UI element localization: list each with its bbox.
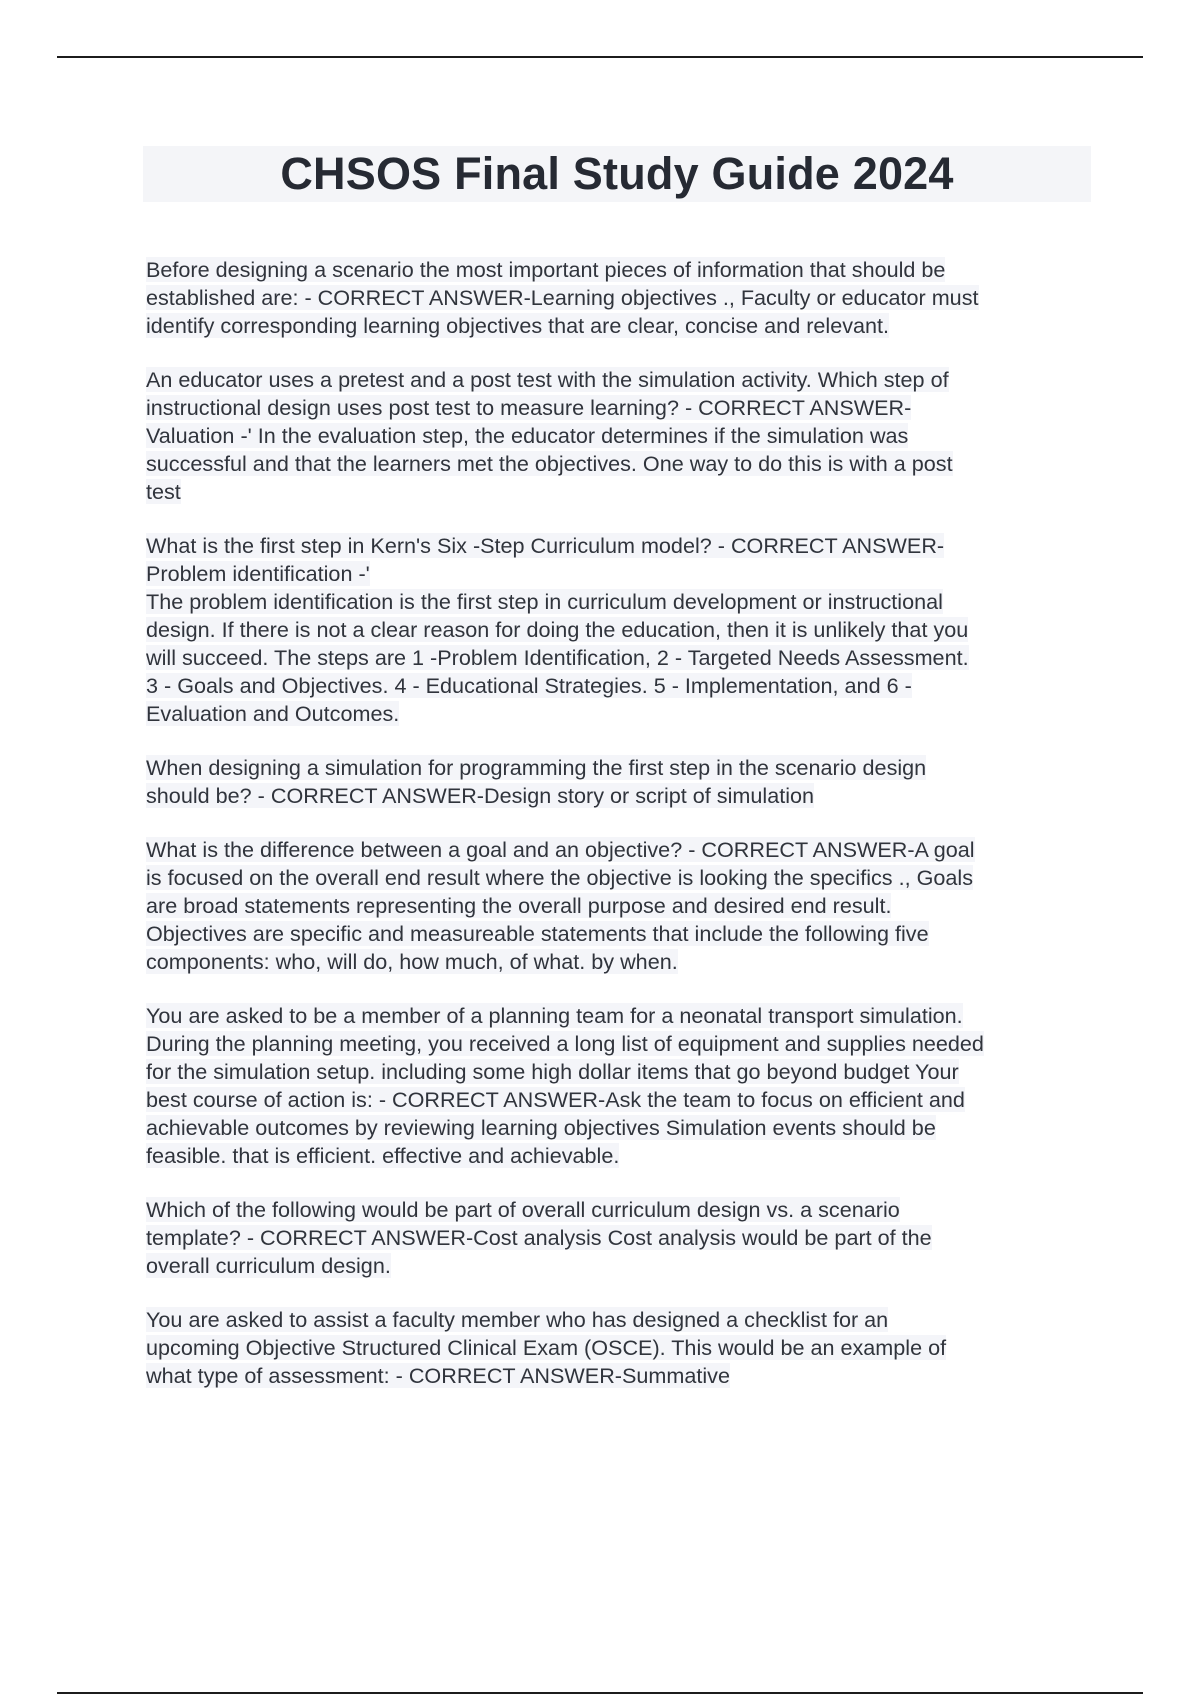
- qa-line-text: The problem identification is the first step in curriculum development or instructional: [146, 589, 943, 614]
- qa-line-text: will succeed. The steps are 1 -Problem Identification, 2 - Targeted Needs Assessment.: [146, 645, 969, 670]
- qa-line-text: When designing a simulation for programming the first step in the scenario design: [146, 755, 927, 780]
- study-guide-content: [146, 256, 1096, 1416]
- qa-line: [146, 1030, 1096, 1058]
- qa-entry: [146, 1196, 1096, 1280]
- qa-line-text: overall curriculum design.: [146, 1253, 391, 1278]
- qa-line: [146, 1196, 1096, 1224]
- qa-line-text: Which of the following would be part of overall curriculum design vs. a scenario: [146, 1197, 900, 1222]
- qa-line-text: for the simulation setup. including some high dollar items that go beyond budget Your: [146, 1059, 959, 1084]
- qa-line-text: Valuation -' In the evaluation step, the educator determines if the simulation was: [146, 423, 909, 448]
- qa-line: [146, 478, 1096, 506]
- qa-line-text: 3 - Goals and Objectives. 4 - Educational Strategies. 5 - Implementation, and 6 -: [146, 673, 912, 698]
- qa-line: [146, 1114, 1096, 1142]
- page-title: CHSOS Final Study Guide 2024: [280, 148, 954, 199]
- qa-line-text: feasible. that is efficient. effective and achievable.: [146, 1143, 620, 1168]
- qa-line-text: identify corresponding learning objectives that are clear, concise and relevant.: [146, 313, 890, 338]
- qa-line-text: Evaluation and Outcomes.: [146, 701, 400, 726]
- qa-line-text: You are asked to assist a faculty member who has designed a checklist for an: [146, 1307, 889, 1332]
- qa-line-text: successful and that the learners met the objectives. One way to do this is with a post: [146, 451, 953, 476]
- qa-entry: [146, 1306, 1096, 1390]
- qa-line: [146, 616, 1096, 644]
- qa-line: [146, 892, 1096, 920]
- qa-line-text: are broad statements representing the overall purpose and desired end result.: [146, 893, 892, 918]
- qa-line: [146, 1002, 1096, 1030]
- qa-entry: [146, 754, 1096, 810]
- qa-line: [146, 1142, 1096, 1170]
- qa-line-text: You are asked to be a member of a planning team for a neonatal transport simulation.: [146, 1003, 963, 1028]
- qa-line-text: Problem identification -': [146, 561, 370, 586]
- qa-line: [146, 1334, 1096, 1362]
- qa-line: [146, 700, 1096, 728]
- qa-line: [146, 1224, 1096, 1252]
- qa-line-text: components: who, will do, how much, of what. by when.: [146, 949, 678, 974]
- qa-entry: [146, 366, 1096, 506]
- qa-line-text: template? - CORRECT ANSWER-Cost analysis Cost analysis would be part of the: [146, 1225, 932, 1250]
- qa-line: [146, 450, 1096, 478]
- qa-line: [146, 672, 1096, 700]
- qa-line-text: During the planning meeting, you received a long list of equipment and supplies needed: [146, 1031, 984, 1056]
- qa-line-text: instructional design uses post test to measure learning? - CORRECT ANSWER-: [146, 395, 912, 420]
- qa-line-text: established are: - CORRECT ANSWER-Learning objectives ., Faculty or educator must: [146, 285, 979, 310]
- qa-line-text: What is the difference between a goal and an objective? - CORRECT ANSWER-A goal: [146, 837, 975, 862]
- qa-line: [146, 560, 1096, 588]
- qa-line: [146, 422, 1096, 450]
- qa-line-text: test: [146, 479, 181, 504]
- qa-line: [146, 588, 1096, 616]
- qa-line-text: Before designing a scenario the most important pieces of information that should be: [146, 257, 946, 282]
- qa-line: [146, 366, 1096, 394]
- qa-line: [146, 754, 1096, 782]
- qa-line: [146, 394, 1096, 422]
- qa-line: [146, 1058, 1096, 1086]
- qa-line-text: Objectives are specific and measureable statements that include the following five: [146, 921, 929, 946]
- qa-entry: [146, 1002, 1096, 1170]
- qa-entry: [146, 532, 1096, 728]
- title-band: [143, 146, 1091, 202]
- qa-line: [146, 920, 1096, 948]
- qa-line: [146, 836, 1096, 864]
- qa-line-text: design. If there is not a clear reason for doing the education, then it is unlikely that you: [146, 617, 969, 642]
- qa-entry: [146, 256, 1096, 340]
- qa-line-text: What is the first step in Kern's Six -Step Curriculum model? - CORRECT ANSWER-: [146, 533, 945, 558]
- qa-line-text: is focused on the overall end result where the objective is looking the specifics ., Goals: [146, 865, 974, 890]
- qa-line-text: An educator uses a pretest and a post test with the simulation activity. Which step of: [146, 367, 949, 392]
- bottom-rule: [57, 1692, 1143, 1694]
- qa-line-text: best course of action is: - CORRECT ANSWER-Ask the team to focus on efficient and: [146, 1087, 965, 1112]
- qa-line: [146, 1362, 1096, 1390]
- qa-line: [146, 1252, 1096, 1280]
- qa-line-text: should be? - CORRECT ANSWER-Design story or script of simulation: [146, 783, 815, 808]
- qa-line: [146, 284, 1096, 312]
- qa-line: [146, 864, 1096, 892]
- qa-line: [146, 1086, 1096, 1114]
- qa-line-text: upcoming Objective Structured Clinical Exam (OSCE). This would be an example of: [146, 1335, 947, 1360]
- qa-line: [146, 532, 1096, 560]
- qa-line: [146, 1306, 1096, 1334]
- qa-entry: [146, 836, 1096, 976]
- qa-line: [146, 948, 1096, 976]
- qa-line-text: achievable outcomes by reviewing learning objectives Simulation events should be: [146, 1115, 936, 1140]
- qa-line-text: what type of assessment: - CORRECT ANSWER-Summative: [146, 1363, 730, 1388]
- qa-line: [146, 256, 1096, 284]
- qa-line: [146, 312, 1096, 340]
- top-rule: [57, 56, 1143, 58]
- qa-line: [146, 782, 1096, 810]
- qa-line: [146, 644, 1096, 672]
